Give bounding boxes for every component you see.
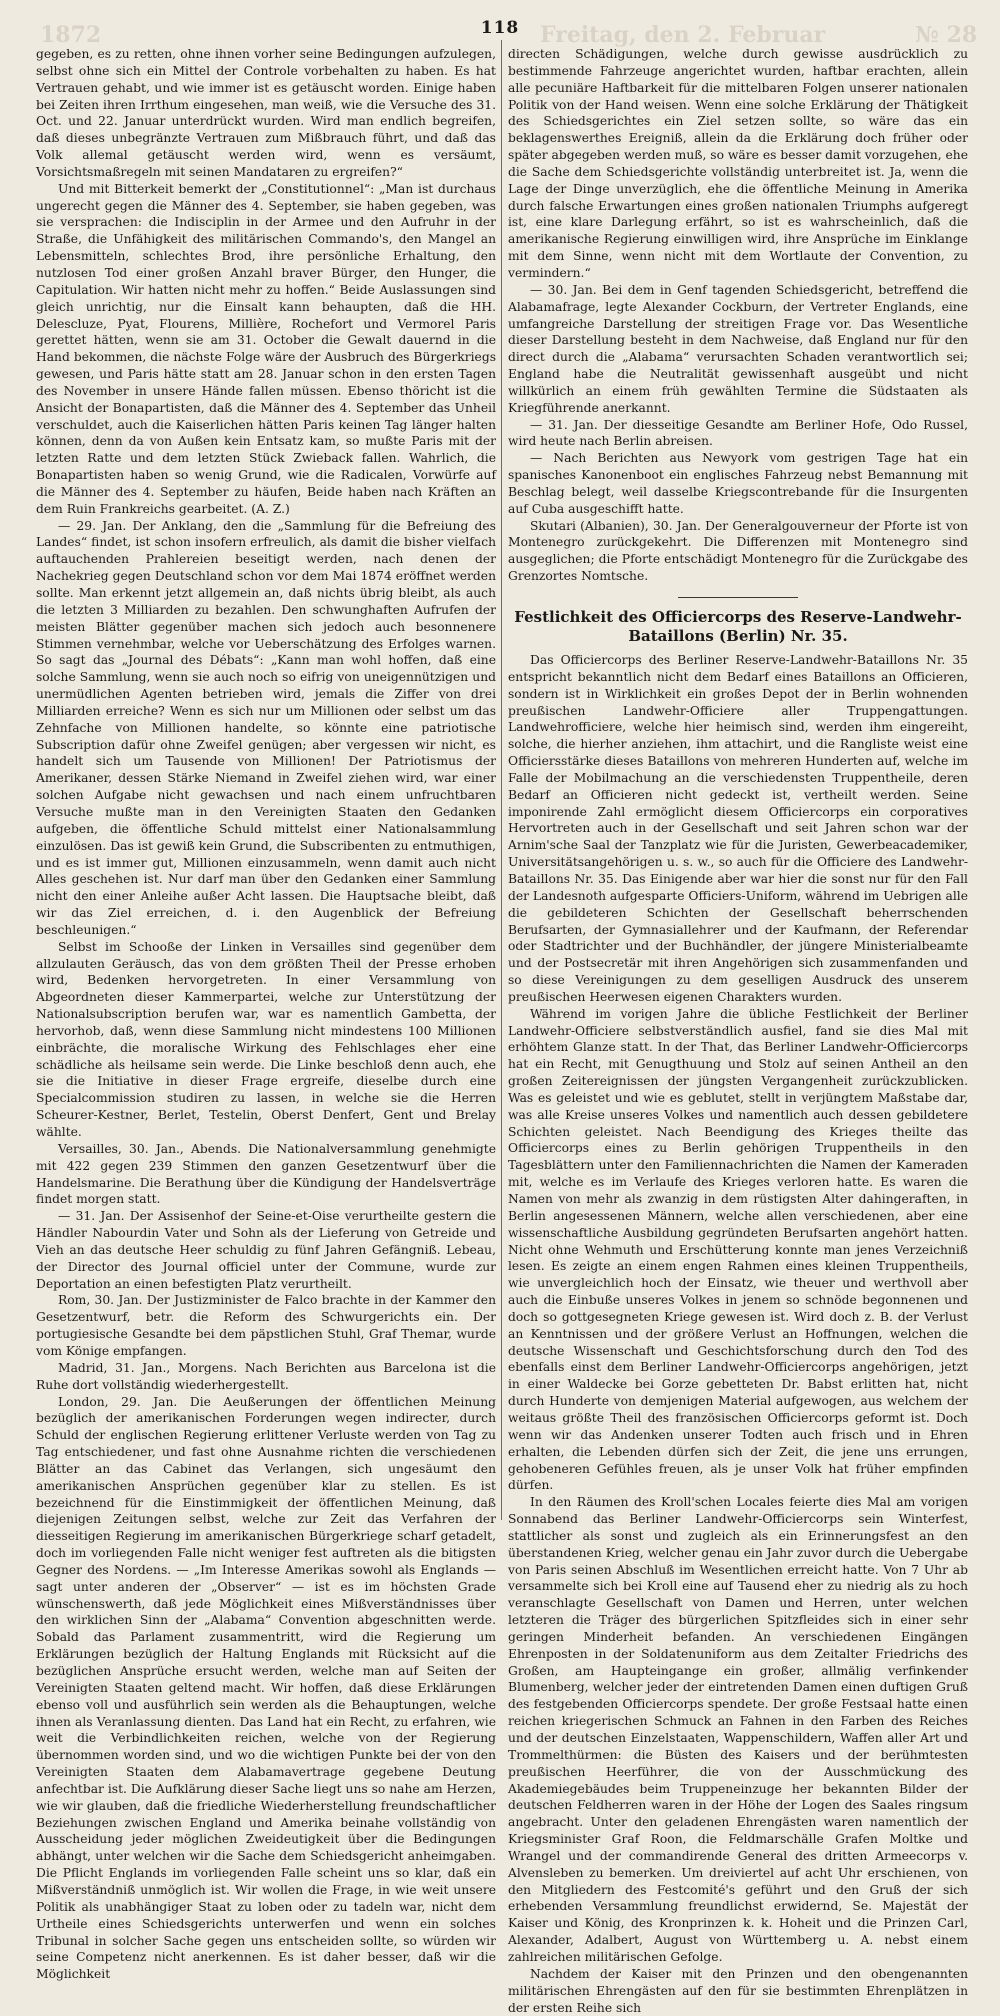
- bleed-through-date: Freitag, den 2. Februar: [540, 22, 826, 48]
- article-paragraph: gegeben, es zu retten, ohne ihnen vorher seine Bedingungen aufzulegen, selbst ohne sich ein Mittel der Controle vorbehalten zu haben. Es hat Vertrauen gehabt, und wie immer ist es getäuscht worden. Einige haben bei Zeiten ihren Irrthum eingesehen, man weiß, wie die Versuche des 31. Oct. und 22. Januar unterdrückt wurden. Wird man endlich begreifen, daß dieses unbegränzte Vertrauen zum Mißbrauch führt, und daß das Volk allemal getäuscht werden wird, wenn es versäumt, Vorsichtsmaßregeln mit seinen Mandataren zu ergreifen?“: [36, 47, 496, 179]
- article-paragraph: Selbst im Schooße der Linken in Versailles sind gegenüber dem allzulauten Geräusch, das von dem größten Theil der Presse erhoben wird, Bedenken hervorgetreten. In einer Versammlung von Abgeordneten dieser Kammerpartei, welche zur Unterstützung der Nationalsubscription berufen war, war es namentlich Gambetta, der hervorhob, daß, wenn diese Sammlung nicht mindestens 100 Millionen einbrächte, die moralische Wirkung des Fehlschlages eher eine schädliche als heilsame sein werde. Die Linke beschloß denn auch, ehe sie die Initiative in dieser Frage ergreife, dieselbe durch eine Specialcommission studiren zu lassen, in welche sie die Herren Scheurer-Kestner, Berlet, Testelin, Oberst Denfert, Gent und Brelay wählte.: [36, 939, 496, 1139]
- article-paragraph: In den Räumen des Kroll'schen Locales feierte dies Mal am vorigen Sonnabend das Berliner Landwehr-Officiercorps sein Winterfest, stattlicher als sonst und zugleich als ein Erinnerungsfest an den überstandenen Krieg, welcher genau ein Jahr zuvor durch die Uebergabe von Paris seinen Abschluß im Wesentlichen erreicht hatte. Von 7 Uhr ab versammelte sich bei Kroll eine auf Tausend eher zu niedrig als zu hoch veranschlagte Gesellschaft von Damen und Herren, unter welchen letzteren die Träger des bürgerlichen Spitzfleides sich in einer sehr geringen Minderheit befanden. An verschiedenen Eingängen Ehrenposten in der Soldatenuniform aus dem Zeitalter Friedrichs des Großen, am Haupteingange ein großer, allmälig verfinkender Blumenberg, welcher jeder der eintretenden Damen einen duftigen Gruß des festgebenden Officiercorps spendete. Der große Festsaal hatte einen reichen kriegerischen Schmuck an Fahnen in den Farben des Reiches und der deutschen Einzelstaaten, Wappenschildern, Waffen aller Art und Trommelthürmen: die Büsten des Kaisers und der berühmtesten preußischen Heerführer, die von der Ausschmückung des Akademiegebäudes beim Truppeneinzuge her bekannten Bilder der deutschen Feldherren waren in der Höhe der Logen des Saales ringsum angebracht. Unter den geladenen Ehrengästen waren namentlich der Kriegsminister Graf Roon, die Feldmarschälle Grafen Moltke und Wrangel und der commandirende General des dritten Armeecorps v. Alvensleben zu bemerken. Um dreiviertel auf acht Uhr erschienen, von den Mitgliedern des Festcomité's geführt und den Gruß der sich erhebenden Versammlung freundlichst erwidernd, Se. Majestät der Kaiser und König, des Kronprinzen k. k. Hoheit und die Prinzen Carl, Alexander, Adalbert, August von Württemberg u. A. nebst einem zahlreichen militärischen Gefolge.: [508, 1495, 968, 1964]
- article-paragraph: Das Officiercorps des Berliner Reserve-Landwehr-Bataillons Nr. 35 entspricht bekanntlich nicht dem Bedarf eines Bataillons an Officieren, sondern ist in Wirklichkeit ein großes Depot der in Berlin wohnenden preußischen Landwehr-Officiere aller Truppengattungen. Landwehrofficiere, welche hier heimisch sind, werden ihm eingereiht, solche, die hierher anziehen, ihm attachirt, und die Rangliste weist eine Officiersstärke dieses Bataillons von mehreren Hunderten auf, welche im Falle der Mobilmachung an die verschiedensten Truppentheile, deren Bedarf an Officieren nicht gedeckt ist, vertheilt werden. Seine imponirende Zahl ermöglicht diesem Officiercorps ein corporatives Hervortreten auch in der Gesellschaft und seit Jahren schon war der Arnim'sche Saal der Tanzplatz wie für die Juristen, Gewerbeacademiker, Universitätsangehörigen u. s. w., so auch für die Officiere des Landwehr-Bataillons Nr. 35. Das Einigende aber war hier die sonst nur für den Fall der Landesnoth aufgesparte Officiers-Uniform, während im Uebrigen alle die gebildeteren Schichten der Gesellschaft beherrschenden Berufsarten, der Gymnasiallehrer und der Kaufmann, der Referendar oder Stadtrichter und der Buchhändler, der jüngere Ministerialbeamte und der Postsecretär mit ihren Angehörigen sich zusammenfanden und so diese Vereinigungen zu dem geselligen Ausdruck des unserem preußischen Heerwesen eigenen Charakters wurden.: [508, 653, 969, 1004]
- article-paragraph: — 31. Jan. Der diesseitige Gesandte am Berliner Hofe, Odo Russel, wird heute nach Berlin abreisen.: [508, 417, 968, 449]
- bleed-through-issue: № 28: [915, 22, 978, 48]
- article-paragraph: — 30. Jan. Bei dem in Genf tagenden Schiedsgericht, betreffend die Alabamafrage, legte Alexander Cockburn, der Vertreter Englands, eine umfangreiche Darstellung der streitigen Frage vor. Das Wesentliche dieser Darstellung besteht in dem Nachweise, daß England nur für den direct durch die „Alabama“ verursachten Schaden verantwortlich sei; England habe die Neutralität gewissenhaft ausgeübt und nicht willkürlich an einem früh gewählten Termine die Südstaaten als Kriegführende anerkannt.: [508, 282, 968, 415]
- article-paragraph: — Nach Berichten aus Newyork vom gestrigen Tage hat ein spanisches Kanonenboot ein englisches Fahrzeug nebst Bemannung mit Beschlag belegt, weil dasselbe Kriegscontrebande für die Insurgenten auf Cuba ausgeschifft hatte.: [508, 451, 968, 516]
- dateline-paragraph: London, 29. Jan. Die Aeußerungen der öffentlichen Meinung bezüglich der amerikanischen Forderungen wegen indirecter, durch Schuld der englischen Regierung erlittener Verluste werden von Tag zu Tag entschiedener, und fast ohne Ausnahme richten die verschiedenen Blätter an das Cabinet das Verlangen, sich ungesäumt den amerikanischen Ansprüchen gegenüber klar zu stellen. Es ist bezeichnend für die Einstimmigkeit der öffentlichen Meinung, daß diejenigen Zeitungen selbst, welche zur Zeit das Verfahren der diesseitigen Regierung im amerikanischen Bürgerkriege scharf getadelt, doch im vorliegenden Falle nicht weniger fest auftreten als die bitigsten Gegner des Nordens. — „Im Interesse Amerikas sowohl als Englands — sagt unter anderen der „Observer“ — ist es im höchsten Grade wünschenswerth, daß jede Möglichkeit eines Mißverständnisses über den wirklichen Sinn der „Alabama“ Convention abgeschnitten werde. Sobald das Parlament zusammentritt, wird die Regierung um Erklärungen bezüglich der Haltung Englands mit Rücksicht auf die bezüglichen Ansprüche ersucht werden, welche man auf Seiten der Vereinigten Staaten geltend macht. Wir hoffen, daß diese Erklärungen ebenso voll und ausführlich sein werden als die Behauptungen, welche ihnen als Veranlassung dienten. Das Land hat ein Recht, zu erfahren, wie weit die Verbindlichkeiten reichen, welche von der Regierung übernommen worden sind, und wo die wichtigen Punkte bei der von den Vereinigten Staaten dem Alabamavertrage gegebene Deutung anfechtbar ist. Die Aufklärung dieser Sache liegt uns so nahe am Herzen, wie wir glauben, daß die friedliche Wiederherstellung freundschaftlicher Beziehungen zwischen England und Amerika beinahe vollständig von Ausscheidung jeder möglichen Zweideutigkeit über die Bedingungen abhängt, unter welchen wir die Sache dem Schiedsgericht anheimgaben. Die Pflicht Englands im vorliegenden Falle scheint uns so klar, daß ein Mißverständniß unmöglich ist. Wir wollen die Frage, in wie weit unsere Politik als unabhängiger Staat zu loben oder zu tadeln war, nicht dem Urtheile eines Schiedsgerichts unterwerfen und wenn ein solches Tribunal in solcher Sache gegen uns entscheiden sollte, so würden wir seine Competenz nicht anerkennen. Es ist daher besser, daß wir die Möglichkeit: [36, 1394, 496, 1982]
- running-head: [0, 18, 1000, 48]
- article-paragraph: Nachdem der Kaiser mit den Prinzen und den obengenannten militärischen Ehrengästen auf den für sie bestimmten Ehrenplätzen in der ersten Reihe sich: [508, 1966, 968, 2015]
- dateline-paragraph: Rom, 30. Jan. Der Justizminister de Falco brachte in der Kammer den Gesetzentwurf, betr. die Reform des Schwurgerichts ein. Der portugiesische Gesandte bei dem päpstlichen Stuhl, Graf Themar, wurde vom Könige empfangen.: [36, 1293, 496, 1358]
- bleed-through-year: 1872: [40, 22, 102, 48]
- section-divider: [678, 597, 798, 598]
- section-title: Festlichkeit des Officiercorps des Reserve-Landwehr-Bataillons (Berlin) Nr. 35.: [514, 608, 962, 645]
- article-paragraph: directen Schädigungen, welche durch gewisse ausdrücklich zu bestimmende Fahrzeuge angerichtet wurden, haftbar erachten, allein alle pecuniäre Haftbarkeit für die mittelbaren Folgen unserer nationalen Politik von der Hand weisen. Wenn eine solche Erklärung der Thätigkeit des Schiedsgerichtes ein Ziel setzen sollte, so wäre das ein beklagenswerthes Ereigniß, allein da die Erklärung doch früher oder später abgegeben werden muß, so wäre es besser damit vorzugehen, ehe die Sache dem Schiedsgerichte vollständig unterbreitet ist. Ja, wenn die Lage der Dinge unverzüglich, ehe die öffentliche Meinung in Amerika durch falsche Erwartungen eines großen nationalen Triumphs aufgeregt ist, eine klare Darlegung erfährt, so ist es wahrscheinlich, daß die amerikanische Regierung einwilligen wird, ihre Ansprüche im Einklange mit dem Sinne, wenn nicht mit dem Wortlaute der Convention, zu vermindern.“: [508, 47, 968, 280]
- article-paragraph: — 29. Jan. Der Anklang, den die „Sammlung für die Befreiung des Landes“ findet, ist schon insofern erfreulich, als damit die bisher vielfach auftauchenden Prahlereien beseitigt werden, nach denen der Nachekrieg gegen Deutschland schon vor dem Mai 1874 eröffnet werden sollte. Man erkennt jetzt allgemein an, daß nichts übrig bleibt, als auch die letzten 3 Milliarden zu bezahlen. Den schwunghaften Aufrufen der meisten Blätter gegenüber machen sich jedoch auch besonnenere Stimmen vernehmbar, welche vor Ueberschätzung des Erfolges warnen. So sagt das „Journal des Débats“: „Kann man wohl hoffen, daß eine solche Sammlung, wenn sie auch noch so eifrig von uneigennützigen und unermüdlichen Agenten betrieben wird, jemals die Ziffer von drei Milliarden erreiche? Wenn es sich nur um Millionen oder selbst um das Zehnfache von Millionen handelte, so könnte eine patriotische Subscription dafür ohne Zweifel genügen; aber vergessen wir nicht, es handelt sich um Tausende von Millionen! Der Patriotismus der Amerikaner, dessen Stärke Niemand in Zweifel ziehen wird, war einer solchen Aufgabe nicht gewachsen und nach einem unfruchtbaren Versuche mußte man in den Vereinigten Staaten den Gedanken aufgeben, die öffentliche Schuld mittelst einer Nationalsammlung einzulösen. Das ist gewiß kein Grund, die Subscribenten zu entmuthigen, und es ist immer gut, Millionen einzusammeln, wenn damit auch nicht Alles geschehen ist. Nur darf man über den Gedanken einer Sammlung nicht den einer Anleihe außer Acht lassen. Die Hauptsache bleibt, daß wir das Ziel erreichen, d. i. den Augenblick der Befreiung beschleunigen.“: [36, 518, 496, 937]
- article-paragraph: Und mit Bitterkeit bemerkt der „Constitutionnel“: „Man ist durchaus ungerecht gegen die Männer des 4. September, sie haben gegeben, was sie versprachen: die Indisciplin in der Armee und den Aufruhr in der Straße, die Unfähigkeit des militärischen Commando's, den Mangel an Lebensmitteln, schlechtes Brod, ihre persönliche Erhaltung, den nutzlosen Tod einer großen Anzahl braver Bürger, den Hunger, die Capitulation. Wir hatten nicht mehr zu hoffen.“ Beide Auslassungen sind gleich unrichtig, nur die Einsalt kann behaupten, daß die HH. Delescluze, Pyat, Flourens, Millière, Rochefort und Vermorel Paris gerettet hätten, wenn sie am 31. October die Gewalt dauernd in die Hand bekommen, die nächste Folge wäre der Ausbruch des Bürgerkriegs gewesen, und Paris hätte statt am 28. Januar schon in den ersten Tagen des November in unsere Hände fallen müssen. Ebenso thöricht ist die Ansicht der Bonapartisten, daß die Männer des 4. September das Unheil verschuldet, auch die Kaiserlichen hätten Paris keinen Tag länger halten können, denn da von Außen kein Entsatz kam, so mußte Paris mit der letzten Ratte und dem letzten Stück Zwieback fallen. Wahrlich, die Bonapartisten haben so wenig Grund, wie die Radicalen, Vorwürfe auf die Männer des 4. September zu häufen, Beide haben nach Kräften an dem Ruin Frankreichs gearbeitet. (A. Z.): [36, 181, 496, 516]
- article-paragraph: Während im vorigen Jahre die übliche Festlichkeit der Berliner Landwehr-Officiere selbstverständlich ausfiel, fand sie dies Mal mit erhöhtem Glanze statt. In der That, das Berliner Landwehr-Officiercorps hat ein Recht, mit Genugthuung und Stolz auf seinen Antheil an den großen Zeitereignissen der jüngsten Vergangenheit zurückzublicken. Was es geleistet und wie es geblutet, stellt in verjüngtem Maßstabe dar, was alle Kreise unseres Volkes und namentlich auch dessen gebildetere Schichten geleistet. Nach Beendigung des Krieges theilte das Officiercorps eines zu Berlin gehörigen Truppentheils in den Tagesblättern unter den Familiennachrichten die Namen der Kameraden mit, welche es im Verlaufe des Krieges verloren hatte. Es waren die Namen von mehr als zwanzig in dem rüstigsten Alter dahingeraften, in Berlin angesessenen Männern, welche allen verschiedenen, aber eine wissenschaftliche Ausbildung gegründeten Berufsarten angehört hatten. Nicht ohne Wehmuth und Erschütterung konnte man jenes Verzeichniß lesen. Es zeigte an einem engen Rahmen eines kleinen Truppentheils, wie unvergleichlich hoch der Einsatz, wie theuer und werthvoll aber auch die Einbuße unseres Volkes in jenem so schnöde begonnenen und doch so gottgesegneten Kriege gewesen ist. Wird doch z. B. der Verlust an Kenntnissen und der größere Verlust an Hoffnungen, welchen die deutsche Wissenschaft und Geschichtsforschung durch den Tod des ebenfalls einst dem Berliner Landwehr-Officiercorps angehörigen, jetzt in einer Waldecke bei Gorze gebetteten Dr. Babst erlitten hat, nicht durch Hunderte von demjenigen Material aufgewogen, aus welchem der weitaus größte Theil des französischen Officiercorps geformt ist. Doch wenn wir das Andenken unserer Todten auch frisch und in Ehren erhalten, die Lebenden dürfen sich der Zeit, die jene uns errungen, gehobeneren Gefühles freuen, als je unser Volk hat früher empfinden dürfen.: [508, 1006, 968, 1493]
- dateline-paragraph: Skutari (Albanien), 30. Jan. Der Generalgouverneur der Pforte ist von Montenegro zurückgekehrt. Die Differenzen mit Montenegro sind ausgeglichen; die Pforte entschädigt Montenegro für die Zurückgabe des Grenzortes Nomtsche.: [508, 518, 968, 584]
- dateline-paragraph: Versailles, 30. Jan., Abends. Die Nationalversammlung genehmigte mit 422 gegen 239 Stimmen den ganzen Gesetzentwurf über die Handelsmarine. Die Berathung über die Kündigung der Handelsverträge findet morgen statt.: [36, 1141, 496, 1207]
- column-divider: [501, 40, 502, 1520]
- page-number: 118: [480, 18, 520, 38]
- left-column: [36, 46, 496, 1982]
- right-column: [508, 46, 969, 2015]
- dateline-paragraph: Madrid, 31. Jan., Morgens. Nach Berichten aus Barcelona ist die Ruhe dort vollständig wiederhergestellt.: [36, 1360, 496, 1392]
- article-paragraph: — 31. Jan. Der Assisenhof der Seine-et-Oise verurtheilte gestern die Händler Nabourdin Vater und Sohn als der Lieferung von Getreide und Vieh an das deutsche Heer schuldig zu fünf Jahren Gefängniß. Lebeau, der Director des Journal officiel unter der Commune, wurde zur Deportation an einen befestigten Platz verurtheilt.: [36, 1209, 496, 1291]
